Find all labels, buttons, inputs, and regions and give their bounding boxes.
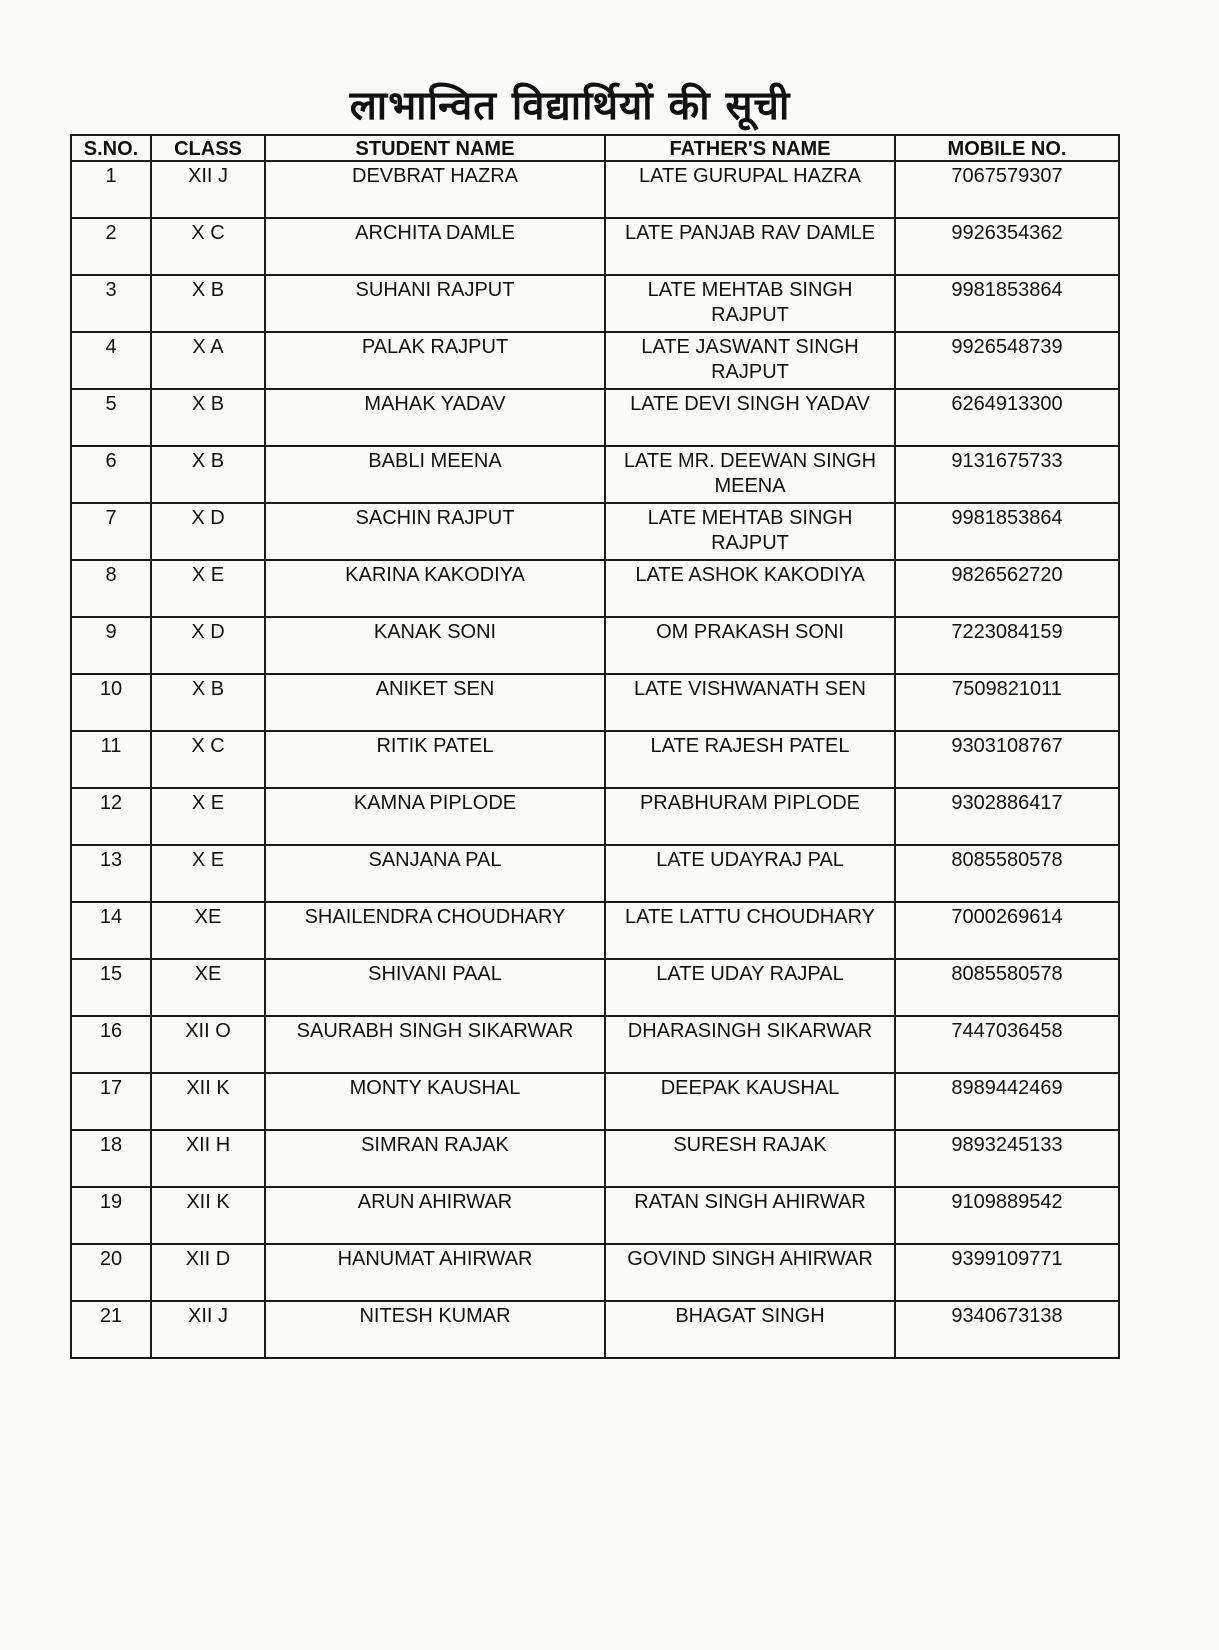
cell-sno: 13 [71, 845, 151, 902]
cell-student-name: SHAILENDRA CHOUDHARY [265, 902, 605, 959]
table-row [71, 1301, 1119, 1358]
cell-class: XII K [151, 1187, 265, 1244]
cell-student-name: SIMRAN RAJAK [265, 1130, 605, 1187]
cell-class: X E [151, 845, 265, 902]
page-title: लाभान्वित विद्यार्थियों की सूची [349, 83, 791, 129]
cell-mobile-no: 7447036458 [895, 1016, 1119, 1073]
cell-class: X C [151, 218, 265, 275]
cell-mobile-no: 8989442469 [895, 1073, 1119, 1130]
cell-class: X D [151, 617, 265, 674]
cell-fathers-name: BHAGAT SINGH [605, 1301, 895, 1358]
cell-student-name: HANUMAT AHIRWAR [265, 1244, 605, 1301]
table-row [71, 1073, 1119, 1130]
cell-class: X B [151, 446, 265, 503]
cell-sno: 14 [71, 902, 151, 959]
cell-sno: 15 [71, 959, 151, 1016]
table-row [71, 161, 1119, 218]
cell-student-name: SACHIN RAJPUT [265, 503, 605, 560]
cell-sno: 9 [71, 617, 151, 674]
cell-student-name: ARCHITA DAMLE [265, 218, 605, 275]
column-header-class: CLASS [151, 135, 265, 161]
cell-sno: 8 [71, 560, 151, 617]
cell-fathers-name: LATE DEVI SINGH YADAV [605, 389, 895, 446]
cell-mobile-no: 9926548739 [895, 332, 1119, 389]
cell-fathers-name: LATE MEHTAB SINGH RAJPUT [605, 275, 895, 332]
cell-student-name: MAHAK YADAV [265, 389, 605, 446]
cell-fathers-name: LATE UDAYRAJ PAL [605, 845, 895, 902]
cell-sno: 10 [71, 674, 151, 731]
cell-class: XII O [151, 1016, 265, 1073]
cell-student-name: RITIK PATEL [265, 731, 605, 788]
cell-sno: 6 [71, 446, 151, 503]
cell-student-name: BABLI MEENA [265, 446, 605, 503]
cell-mobile-no: 7223084159 [895, 617, 1119, 674]
table-row [71, 389, 1119, 446]
cell-class: XII H [151, 1130, 265, 1187]
cell-class: X C [151, 731, 265, 788]
cell-sno: 12 [71, 788, 151, 845]
table-row [71, 332, 1119, 389]
table-row [71, 1016, 1119, 1073]
cell-class: X D [151, 503, 265, 560]
cell-mobile-no: 9302886417 [895, 788, 1119, 845]
beneficiary-students-table [70, 134, 1120, 1359]
table-row [71, 959, 1119, 1016]
cell-class: X A [151, 332, 265, 389]
cell-fathers-name: LATE VISHWANATH SEN [605, 674, 895, 731]
cell-fathers-name: GOVIND SINGH AHIRWAR [605, 1244, 895, 1301]
cell-class: XE [151, 959, 265, 1016]
cell-sno: 4 [71, 332, 151, 389]
cell-sno: 19 [71, 1187, 151, 1244]
cell-mobile-no: 7000269614 [895, 902, 1119, 959]
cell-student-name: PALAK RAJPUT [265, 332, 605, 389]
cell-student-name: KARINA KAKODIYA [265, 560, 605, 617]
column-header-fathers-name: FATHER'S NAME [605, 135, 895, 161]
cell-mobile-no: 6264913300 [895, 389, 1119, 446]
column-header-student-name: STUDENT NAME [265, 135, 605, 161]
column-header-sno: S.NO. [71, 135, 151, 161]
cell-sno: 7 [71, 503, 151, 560]
cell-mobile-no: 9826562720 [895, 560, 1119, 617]
cell-fathers-name: LATE MEHTAB SINGH RAJPUT [605, 503, 895, 560]
cell-mobile-no: 9399109771 [895, 1244, 1119, 1301]
table-row [71, 1130, 1119, 1187]
table-row [71, 275, 1119, 332]
table-row [71, 446, 1119, 503]
table-row [71, 503, 1119, 560]
table-header-row [71, 135, 1119, 161]
table-row [71, 902, 1119, 959]
cell-fathers-name: LATE MR. DEEWAN SINGH MEENA [605, 446, 895, 503]
cell-fathers-name: PRABHURAM PIPLODE [605, 788, 895, 845]
cell-class: X B [151, 275, 265, 332]
cell-student-name: SHIVANI PAAL [265, 959, 605, 1016]
cell-fathers-name: DEEPAK KAUSHAL [605, 1073, 895, 1130]
cell-sno: 17 [71, 1073, 151, 1130]
cell-student-name: ARUN AHIRWAR [265, 1187, 605, 1244]
table-row [71, 1187, 1119, 1244]
cell-mobile-no: 9981853864 [895, 275, 1119, 332]
cell-class: XII J [151, 161, 265, 218]
cell-sno: 1 [71, 161, 151, 218]
cell-student-name: SAURABH SINGH SIKARWAR [265, 1016, 605, 1073]
cell-mobile-no: 9109889542 [895, 1187, 1119, 1244]
cell-fathers-name: LATE PANJAB RAV DAMLE [605, 218, 895, 275]
cell-mobile-no: 7509821011 [895, 674, 1119, 731]
cell-sno: 5 [71, 389, 151, 446]
cell-sno: 11 [71, 731, 151, 788]
cell-student-name: DEVBRAT HAZRA [265, 161, 605, 218]
cell-mobile-no: 9303108767 [895, 731, 1119, 788]
cell-fathers-name: RATAN SINGH AHIRWAR [605, 1187, 895, 1244]
table-body [71, 161, 1119, 1358]
table-row [71, 731, 1119, 788]
cell-class: XII K [151, 1073, 265, 1130]
cell-sno: 3 [71, 275, 151, 332]
cell-fathers-name: LATE RAJESH PATEL [605, 731, 895, 788]
cell-sno: 2 [71, 218, 151, 275]
cell-student-name: SUHANI RAJPUT [265, 275, 605, 332]
cell-class: X E [151, 560, 265, 617]
cell-mobile-no: 8085580578 [895, 845, 1119, 902]
cell-fathers-name: SURESH RAJAK [605, 1130, 895, 1187]
cell-mobile-no: 8085580578 [895, 959, 1119, 1016]
cell-fathers-name: LATE JASWANT SINGH RAJPUT [605, 332, 895, 389]
cell-student-name: SANJANA PAL [265, 845, 605, 902]
cell-sno: 20 [71, 1244, 151, 1301]
cell-sno: 16 [71, 1016, 151, 1073]
table-row [71, 674, 1119, 731]
cell-mobile-no: 9131675733 [895, 446, 1119, 503]
cell-fathers-name: DHARASINGH SIKARWAR [605, 1016, 895, 1073]
column-header-mobile-no: MOBILE NO. [895, 135, 1119, 161]
cell-mobile-no: 9340673138 [895, 1301, 1119, 1358]
cell-class: XII D [151, 1244, 265, 1301]
cell-class: X B [151, 674, 265, 731]
table-row [71, 218, 1119, 275]
cell-sno: 21 [71, 1301, 151, 1358]
table-row [71, 560, 1119, 617]
table-row [71, 788, 1119, 845]
table-row [71, 1244, 1119, 1301]
cell-student-name: KANAK SONI [265, 617, 605, 674]
table-row [71, 617, 1119, 674]
cell-fathers-name: LATE UDAY RAJPAL [605, 959, 895, 1016]
cell-class: XII J [151, 1301, 265, 1358]
cell-mobile-no: 7067579307 [895, 161, 1119, 218]
cell-student-name: MONTY KAUSHAL [265, 1073, 605, 1130]
cell-class: X B [151, 389, 265, 446]
cell-mobile-no: 9893245133 [895, 1130, 1119, 1187]
cell-mobile-no: 9926354362 [895, 218, 1119, 275]
cell-fathers-name: LATE GURUPAL HAZRA [605, 161, 895, 218]
cell-mobile-no: 9981853864 [895, 503, 1119, 560]
cell-fathers-name: OM PRAKASH SONI [605, 617, 895, 674]
cell-fathers-name: LATE ASHOK KAKODIYA [605, 560, 895, 617]
cell-sno: 18 [71, 1130, 151, 1187]
cell-student-name: ANIKET SEN [265, 674, 605, 731]
table-row [71, 845, 1119, 902]
cell-class: XE [151, 902, 265, 959]
cell-student-name: NITESH KUMAR [265, 1301, 605, 1358]
cell-fathers-name: LATE LATTU CHOUDHARY [605, 902, 895, 959]
cell-class: X E [151, 788, 265, 845]
cell-student-name: KAMNA PIPLODE [265, 788, 605, 845]
